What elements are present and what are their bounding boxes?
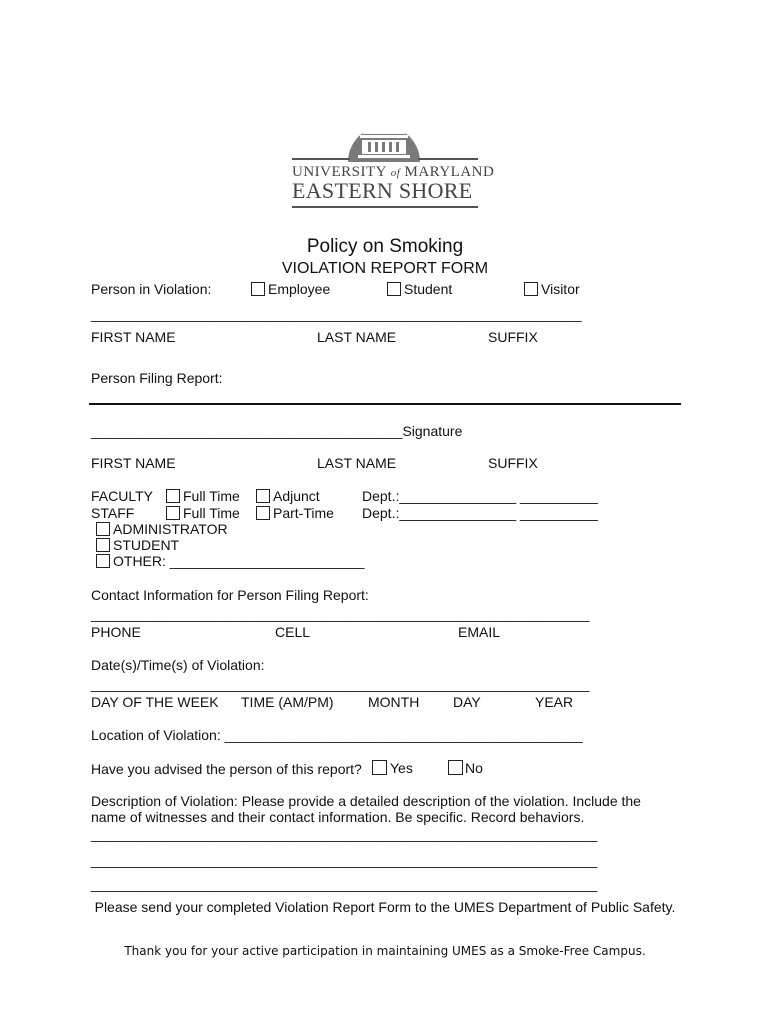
adjunct-label: Adjunct [273,488,320,504]
other-label: OTHER: _________________________ [113,553,365,569]
logo-line-2: EASTERN SHORE [292,178,473,203]
contact-field[interactable]: ________________________________________________________________ [91,606,590,622]
dome-emblem-icon [346,100,422,164]
page-subtitle: VIOLATION REPORT FORM [281,260,489,277]
staff-full-time-checkbox[interactable] [166,506,180,520]
advised-no-checkbox[interactable] [448,760,463,775]
part-time-option[interactable] [256,505,334,521]
time-label: TIME (AM/PM) [241,694,334,710]
cell-label: CELL [275,624,311,640]
filer-first-name-label: FIRST NAME [91,455,176,471]
year-label: YEAR [535,694,574,710]
advised-question: Have you advised the person of this report? [91,761,362,777]
faculty-full-time-option[interactable] [166,488,240,504]
day-label: DAY [453,694,481,710]
employee-checkbox[interactable] [251,282,265,296]
day-of-week-label: DAY OF THE WEEK [91,694,219,710]
logo-rule-bottom [292,206,478,208]
visitor-checkbox[interactable] [524,282,538,296]
thanks-note: Thank you for your active participation in maintaining UMES as a Smoke-Free Campus. [124,944,646,958]
administrator-option[interactable] [96,521,228,537]
student-option[interactable] [387,281,452,297]
faculty-full-time-label: Full Time [183,488,240,504]
administrator-checkbox[interactable] [96,522,110,536]
student-role-checkbox[interactable] [96,538,110,552]
part-time-checkbox[interactable] [256,506,270,520]
location-field[interactable]: Location of Violation: ______________________________________________ [91,727,583,743]
staff-full-time-label: Full Time [183,505,240,521]
description-line-3[interactable]: _________________________________________________________________ [91,876,598,892]
visitor-option[interactable] [524,281,580,297]
email-label: EMAIL [458,624,501,640]
student-role-label: STUDENT [113,537,180,553]
logo-rule-top-left [292,158,350,160]
advised-yes-label: Yes [390,760,413,776]
filer-name-rule [89,403,681,405]
violator-name-field[interactable]: _______________________________________________________________ [91,306,582,322]
staff-full-time-option[interactable] [166,505,240,521]
contact-label: Contact Information for Person Filing Report: [91,587,369,603]
description-instructions-1: Description of Violation: Please provide a detailed description of the violation. Include the [91,793,641,809]
send-instructions: Please send your completed Violation Report Form to the UMES Department of Public Safety. [94,899,676,915]
other-checkbox[interactable] [96,554,110,568]
signature-field[interactable]: ________________________________________Signature [91,423,463,439]
advised-yes-checkbox[interactable] [372,760,387,775]
logo-word-university: UNIVERSITY [292,164,387,180]
phone-label: PHONE [91,624,141,640]
faculty-full-time-checkbox[interactable] [166,489,180,503]
logo-rule-top-right [418,158,478,160]
filer-last-name-label: LAST NAME [317,455,397,471]
filer-suffix-label: SUFFIX [488,455,538,471]
description-line-2[interactable]: _________________________________________________________________ [91,852,598,868]
visitor-option-label: Visitor [541,281,580,297]
violator-suffix-label: SUFFIX [488,329,538,345]
advised-yes-option[interactable] [372,760,413,776]
adjunct-checkbox[interactable] [256,489,270,503]
student-role-option[interactable] [96,537,179,553]
violator-last-name-label: LAST NAME [317,329,397,345]
faculty-dept-field[interactable]: Dept.:_______________ __________ [362,488,598,504]
student-checkbox[interactable] [387,282,401,296]
advised-no-label: No [465,760,483,776]
other-option[interactable] [96,553,364,569]
datetime-field[interactable]: ________________________________________________________________ [91,676,590,692]
employee-option-label: Employee [268,281,331,297]
logo-word-of: of [390,167,401,179]
student-option-label: Student [404,281,453,297]
staff-label: STAFF [91,505,135,521]
violator-first-name-label: FIRST NAME [91,329,176,345]
employee-option[interactable] [251,281,330,297]
logo-word-maryland: MARYLAND [404,164,495,180]
advised-no-option[interactable] [448,760,483,776]
description-line-1[interactable]: _________________________________________________________________ [91,826,598,842]
staff-dept-field[interactable]: Dept.:_______________ __________ [362,505,598,521]
description-instructions-2: name of witnesses and their contact information. Be specific. Record behaviors. [91,809,585,825]
part-time-label: Part-Time [273,505,334,521]
filer-label: Person Filing Report: [91,370,223,386]
datetime-label: Date(s)/Time(s) of Violation: [91,657,265,673]
month-label: MONTH [368,694,420,710]
faculty-label: FACULTY [91,488,153,504]
violator-label: Person in Violation: [91,281,212,297]
page-title: Policy on Smoking [306,236,464,257]
administrator-label: ADMINISTRATOR [113,521,228,537]
adjunct-option[interactable] [256,488,320,504]
